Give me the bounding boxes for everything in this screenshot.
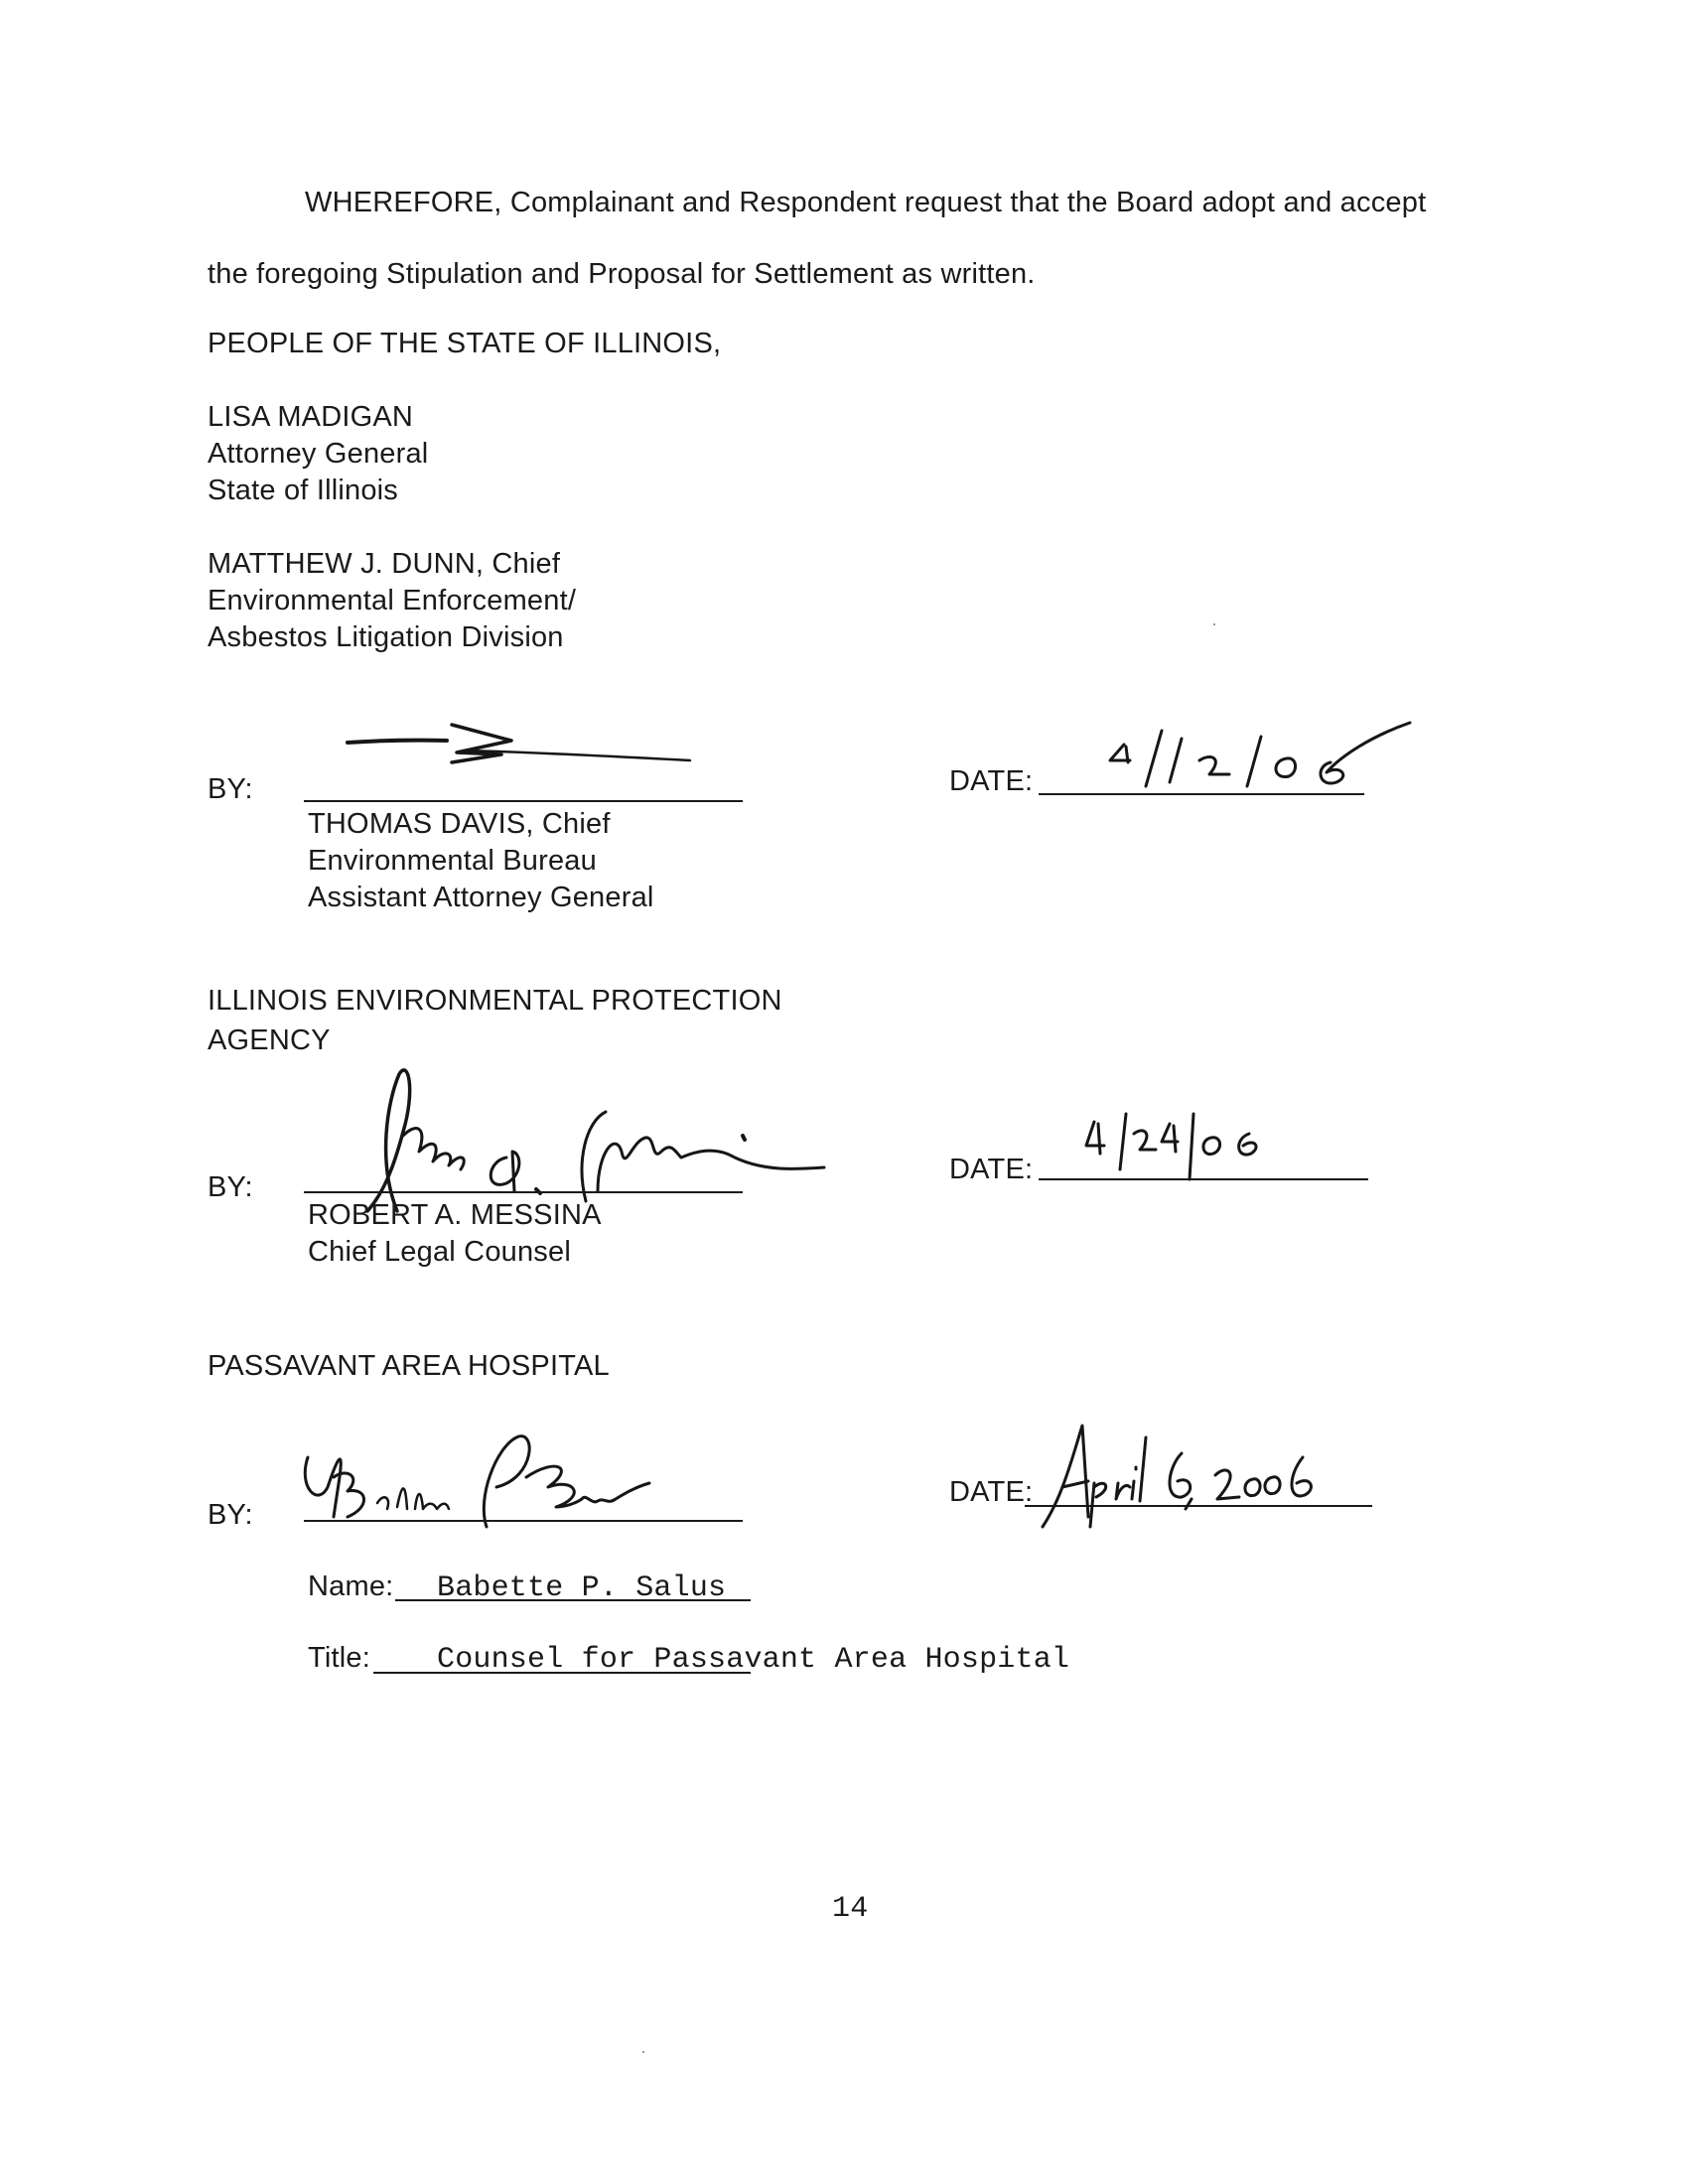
title-label: Title: — [308, 1642, 370, 1674]
by-label-2: BY: — [208, 1171, 253, 1203]
signer-title-1b: Assistant Attorney General — [308, 882, 654, 913]
paragraph-line-1: WHEREFORE, Complainant and Respondent request that the Board adopt and accept — [305, 187, 1427, 218]
title-value: Counsel for Passavant Area Hospital — [437, 1643, 1070, 1677]
date-label-1: DATE: — [949, 765, 1034, 797]
division-chief-title-2: Asbestos Litigation Division — [208, 621, 564, 653]
division-chief-name: MATTHEW J. DUNN, Chief — [208, 548, 561, 580]
by-label-3: BY: — [208, 1499, 253, 1531]
signature-thomas-davis — [338, 713, 705, 782]
paragraph-line-2: the foregoing Stipulation and Proposal for Settlement as written. — [208, 258, 1036, 290]
handwritten-date-2 — [1082, 1110, 1281, 1189]
name-value: Babette P. Salus — [437, 1571, 727, 1605]
signer-name-2: ROBERT A. MESSINA — [308, 1199, 602, 1231]
signature-babette-salus — [288, 1418, 665, 1537]
signer-title-2: Chief Legal Counsel — [308, 1236, 571, 1268]
date-label-3: DATE: — [949, 1476, 1034, 1508]
handwritten-date-1 — [1102, 717, 1430, 806]
people-heading: PEOPLE OF THE STATE OF ILLINOIS, — [208, 328, 722, 359]
hospital-heading: PASSAVANT AREA HOSPITAL — [208, 1350, 610, 1382]
handwritten-date-3 — [1033, 1418, 1331, 1537]
by-label-1: BY: — [208, 773, 253, 805]
page-number: 14 — [832, 1892, 869, 1926]
signer-title-1a: Environmental Bureau — [308, 845, 597, 877]
attorney-general-state: State of Illinois — [208, 475, 398, 506]
signer-name-1: THOMAS DAVIS, Chief — [308, 808, 611, 840]
scan-speck — [1213, 623, 1215, 625]
date-label-2: DATE: — [949, 1154, 1034, 1185]
agency-heading-line-2: AGENCY — [208, 1024, 331, 1056]
scan-speck — [642, 2051, 644, 2053]
division-chief-title-1: Environmental Enforcement/ — [208, 585, 577, 616]
attorney-general-title: Attorney General — [208, 438, 429, 470]
signature-line-3 — [304, 1520, 743, 1522]
name-label: Name: — [308, 1570, 394, 1602]
agency-heading-line-1: ILLINOIS ENVIRONMENTAL PROTECTION — [208, 985, 782, 1017]
signature-line-2 — [304, 1191, 743, 1193]
signature-line-1 — [304, 800, 743, 802]
attorney-general-name: LISA MADIGAN — [208, 401, 414, 433]
